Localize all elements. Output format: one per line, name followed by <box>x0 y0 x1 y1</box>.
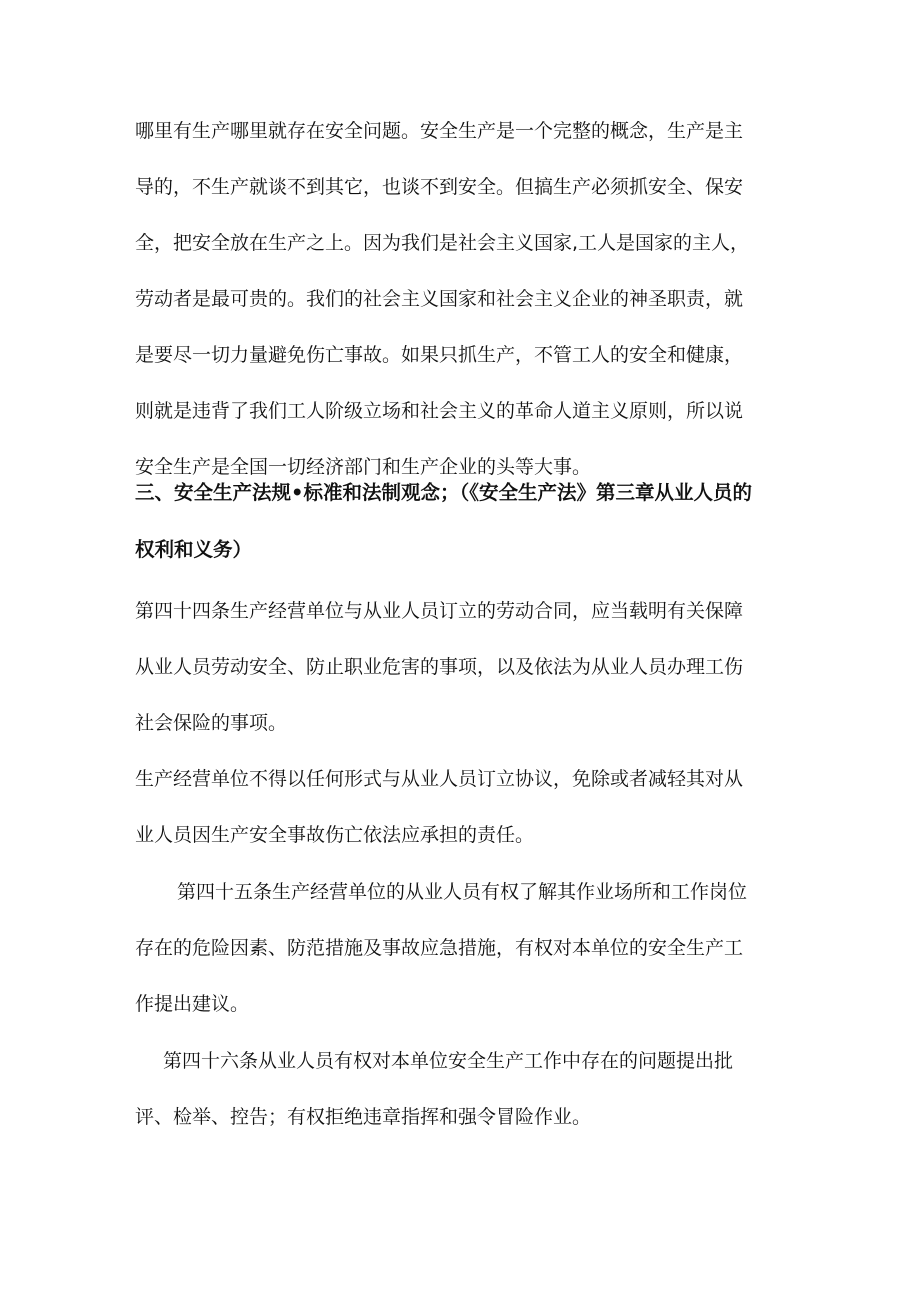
text-line: 评、检举、控告；有权拒绝违章指挥和强令冒险作业。 <box>135 1106 592 1128</box>
text-line: 安全生产是全国一切经济部门和生产企业的头等大事。 <box>135 456 592 478</box>
heading-line: 三、安全生产法规•标准和法制观念；（《安全生产法》第三章从业人员的 <box>135 481 752 504</box>
paragraph-article-44-b <box>135 770 795 845</box>
text-line: 则就是违背了我们工人阶级立场和社会主义的革命人道主义原则，所以说 <box>135 400 744 422</box>
heading-line: 权利和义务） <box>135 538 253 561</box>
text-line: 第四十四条生产经营单位与从业人员订立的劳动合同，应当载明有关保障 <box>135 600 744 622</box>
text-line: 第四十五条生产经营单位的从业人员有权了解其作业场所和工作岗位 <box>177 881 748 903</box>
text-line: 业人员因生产安全事故伤亡依法应承担的责任。 <box>135 824 535 846</box>
paragraph-article-44 <box>135 602 795 733</box>
paragraph-article-46 <box>135 1052 795 1127</box>
text-line: 第四十六条从业人员有权对本单位安全生产工作中存在的问题提出批 <box>163 1050 734 1072</box>
text-line: 劳动者是最可贵的。我们的社会主义国家和社会主义企业的神圣职责，就 <box>135 288 744 310</box>
paragraph-article-45 <box>135 883 795 1014</box>
text-line: 社会保险的事项。 <box>135 712 288 734</box>
text-line: 生产经营单位不得以任何形式与从业人员订立协议，免除或者减轻其对从 <box>135 768 744 790</box>
text-line: 作提出建议。 <box>135 993 250 1015</box>
text-line: 从业人员劳动安全、防止职业危害的事项，以及依法为从业人员办理工伤 <box>135 656 744 678</box>
text-line: 导的，不生产就谈不到其它，也谈不到安全。但搞生产必须抓安全、保安 <box>135 176 744 198</box>
section-heading <box>135 483 795 597</box>
paragraph-intro <box>135 122 795 477</box>
text-line: 全，把安全放在生产之上。因为我们是社会主义国家,工人是国家的主人， <box>135 232 750 254</box>
text-line: 是要尽一切力量避免伤亡事故。如果只抓生产，不管工人的安全和健康， <box>135 344 744 366</box>
text-line: 哪里有生产哪里就存在安全问题。安全生产是一个完整的概念，生产是主 <box>135 120 744 142</box>
text-line: 存在的危险因素、防范措施及事故应急措施，有权对本单位的安全生产工 <box>135 937 744 959</box>
